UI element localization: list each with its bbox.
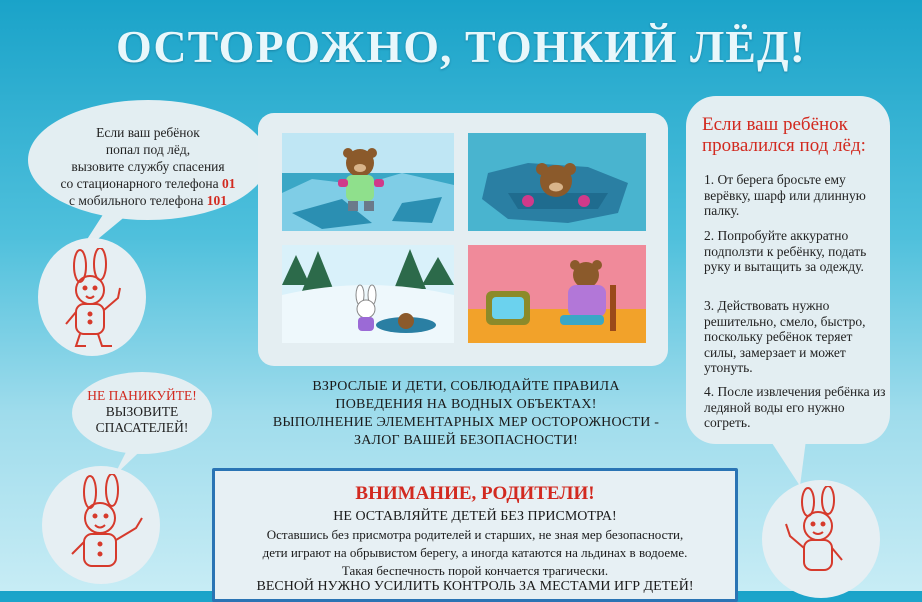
instruction-item: 2. Попробуйте аккуратно подползти к ребёнку, подать руку и вытащить за одежду. bbox=[704, 228, 867, 274]
notice-line: дети играют на обрывистом берегу, а иногда катаются на льдинах в водоеме. bbox=[262, 545, 688, 560]
bubble-text-line: попал под лёд, bbox=[105, 142, 191, 157]
instruction-item: 1. От берега бросьте ему верёвку, шарф или длинную палку. bbox=[704, 172, 866, 218]
notice-line: Оставшись без присмотра родителей и старших, не зная мер безопасности, bbox=[266, 527, 684, 542]
notice-line: Такая беспечность порой кончается трагически. bbox=[341, 563, 609, 578]
instructions-panel bbox=[686, 96, 890, 444]
instruction-item: 3. Действовать нужно решительно, смело, быстро, поскольку ребёнок теряет силы, замерзает и может утонуть. bbox=[704, 298, 866, 375]
rabbit-illustration bbox=[776, 486, 866, 590]
safety-message bbox=[262, 378, 670, 450]
safety-line: ВЫПОЛНЕНИЕ ЭЛЕМЕНТАРНЫХ МЕР ОСТОРОЖНОСТИ - bbox=[272, 415, 660, 430]
notice-title: ВНИМАНИЕ, РОДИТЕЛИ! bbox=[355, 483, 595, 504]
rabbit-illustration bbox=[58, 474, 154, 584]
safety-line: ЗАЛОГ ВАШЕЙ БЕЗОПАСНОСТИ! bbox=[354, 433, 578, 448]
parents-notice bbox=[212, 468, 738, 602]
emergency-call-bubble bbox=[28, 100, 268, 220]
mobile-number: 101 bbox=[206, 193, 228, 208]
comic-panel-rabbit-helps bbox=[282, 245, 454, 343]
dont-panic-bubble bbox=[72, 372, 212, 454]
poster-title: ОСТОРОЖНО, ТОНКИЙ ЛЁД! bbox=[116, 21, 806, 72]
comic-panel-bear-on-ice bbox=[282, 133, 454, 231]
bubble-text-line: вызовите службу спасения bbox=[71, 159, 225, 174]
mobile-line bbox=[48, 192, 248, 209]
comic-panel-bear-in-hole bbox=[468, 133, 646, 231]
landline-number: 01 bbox=[222, 176, 236, 191]
rescuers-text: СПАСАТЕЛЕЙ! bbox=[95, 420, 189, 435]
instruction-item: 4. После извлечения ребёнка из ледяной воды его нужно согреть. bbox=[704, 384, 886, 430]
landline-line bbox=[48, 175, 248, 192]
notice-line: ВЕСНОЙ НУЖНО УСИЛИТЬ КОНТРОЛЬ ЗА МЕСТАМИ ИГР ДЕТЕЙ! bbox=[256, 579, 694, 594]
dont-panic-text: НЕ ПАНИКУЙТЕ! bbox=[87, 388, 197, 403]
comic-panels bbox=[258, 113, 668, 366]
instructions-title: Если ваш ребёнок провалился под лёд: bbox=[702, 114, 866, 156]
comic-panel-bear-at-home bbox=[468, 245, 646, 343]
safety-line: ВЗРОСЛЫЕ И ДЕТИ, СОБЛЮДАЙТЕ ПРАВИЛА bbox=[312, 379, 620, 394]
bubble-text-line: Если ваш ребёнок bbox=[96, 125, 200, 140]
mobile-label: с мобильного телефона bbox=[68, 193, 207, 208]
call-text: ВЫЗОВИТЕ bbox=[105, 404, 179, 419]
landline-label: со стационарного телефона bbox=[60, 176, 222, 191]
rabbit-illustration bbox=[52, 248, 136, 352]
notice-line: НЕ ОСТАВЛЯЙТЕ ДЕТЕЙ БЕЗ ПРИСМОТРА! bbox=[333, 509, 617, 524]
safety-line: ПОВЕДЕНИЯ НА ВОДНЫХ ОБЪЕКТАХ! bbox=[335, 397, 597, 412]
